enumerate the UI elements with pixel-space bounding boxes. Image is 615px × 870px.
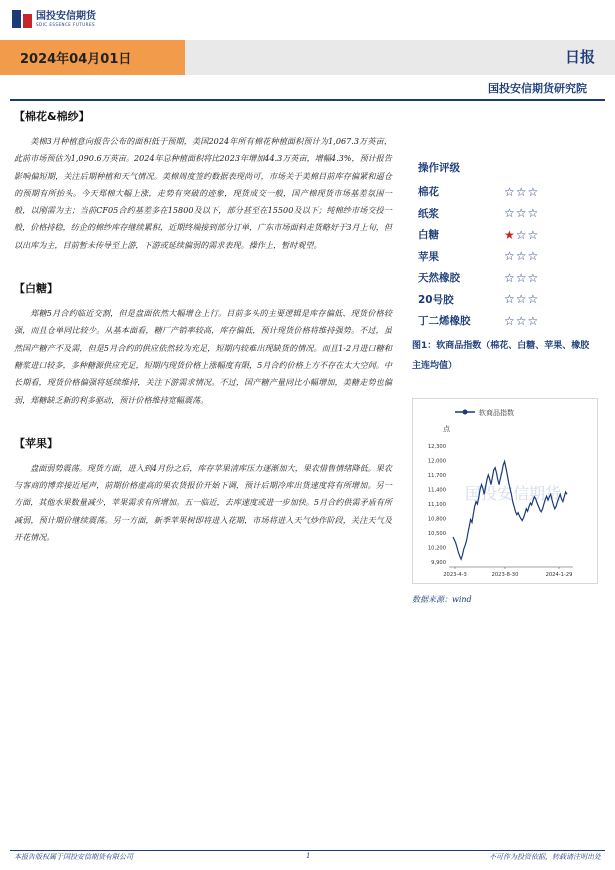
star-icon: ☆ [504, 292, 516, 307]
star-icon: ☆ [527, 227, 540, 242]
star-icon: ☆ [515, 292, 528, 307]
star-icon: ☆ [504, 206, 516, 221]
rating-stars-icon [504, 271, 539, 285]
rating-stars-icon [504, 314, 539, 328]
institute-name: 国投安信期货研究院 [488, 82, 587, 95]
x-tick-label: 2023-4-3 [443, 572, 467, 578]
star-icon: ☆ [515, 249, 528, 264]
section-title: 【棉花&棉纱】 [14, 110, 90, 123]
rating-stars-icon [504, 185, 539, 199]
star-icon: ★ [504, 227, 516, 242]
commentary-column [14, 108, 392, 566]
soft-commodity-chart [412, 398, 598, 584]
rating-row [418, 181, 598, 203]
section-title: 【苹果】 [14, 436, 58, 450]
rating-row [418, 203, 598, 225]
logo-subtitle: SDIC ESSENCE FUTURES [36, 22, 96, 27]
rating-row [418, 289, 598, 311]
y-tick-label: 10,500 [427, 531, 446, 538]
section-body: 美棉3月种植意向报告公布的面积低于预期，美国2024年所有棉花种植面积预计为1,067.3万英亩，此前市场预估为1,090.6万英亩。2024年总种植面积将比2023年增加44.3万英亩，增幅4.3%，预计报告影响偏短期，关注后期种植和天气情况。美棉周度签约数据表现尚可，市场关于美棉目前库存偏紧和逼仓的预期有所抬头。今天郑棉大幅上涨，走势有突破的迹象，现货成交一般，国产棉现货市场基差氛围一般，以刚需为主；当前CF05合约基差多在15800及以下，部分甚至在15500及以下；纯棉纱市场交投一般，价格持稳，纺企的棉纱库存继续累积，近期终端接到部分订单，广东市场面料走货略好于3月上旬，但以出库为主，目前暂未传导至上游，下游或延续偏弱的需求表现。操作上，暂时观望。 [14, 136, 392, 250]
rating-title: 操作评级 [418, 162, 460, 174]
star-icon: ☆ [527, 249, 540, 264]
star-icon: ☆ [504, 313, 516, 328]
rating-row [418, 310, 598, 332]
rating-name: 天然橡胶 [418, 272, 460, 285]
star-icon: ☆ [515, 184, 528, 199]
rating-list [418, 181, 598, 332]
y-tick-label: 12,300 [427, 443, 446, 450]
logo-name: 国投安信期货 [36, 11, 96, 22]
x-tick-label: 2023-8-30 [491, 572, 519, 578]
header-band [0, 40, 615, 75]
rating-panel [418, 160, 598, 332]
y-tick-label: 10,200 [427, 545, 446, 552]
footer-disclaimer: 不可作为投资依据，转载请注明出处 [489, 853, 601, 861]
section-body: 郑糖5月合约临近交割，但是盘面依然大幅增仓上行。目前多头的主要逻辑是库存偏低、现货价格较强，而且仓单同比较少。从基本面看，糖厂产销率较高，库存偏低，预计现货价格将维持强势。不过，虽然国产糖产不及需，但是5月合约的供应依然较为充足，短期内较难出现缺货的情况。而且1-2月进口糖和糖浆进口较多，多种糖源供应充足，短期内现货价格上涨幅度有限，5月合约价格上方不存在太大空间。中长期看，现货价格偏强将延续维持，关注下游需求情况。不过，国产糖产量同比小幅增加，美糖走势也偏弱，郑糖缺乏新的利多驱动，预计价格维持宽幅震荡。 [14, 308, 392, 405]
star-icon: ☆ [527, 313, 540, 328]
star-icon: ☆ [515, 270, 528, 285]
star-icon: ☆ [504, 270, 516, 285]
figure-title: 图1：软商品指数（棉花、白糖、苹果、橡胶主连均值） [412, 341, 590, 371]
header-divider [10, 99, 605, 101]
section-cotton [14, 108, 392, 254]
y-tick-label: 11,400 [427, 487, 446, 494]
rating-name: 白糖 [418, 229, 439, 242]
footer-page-number: 1 [306, 852, 311, 860]
x-tick-label: 2024-1-29 [545, 572, 573, 578]
watermark-text: 国投安信期货 [464, 484, 562, 503]
report-type: 日报 [564, 48, 595, 66]
rating-row [418, 267, 598, 289]
rating-row [418, 246, 598, 268]
rating-stars-icon [504, 206, 539, 220]
star-icon: ☆ [527, 184, 540, 199]
rating-name: 丁二烯橡胶 [418, 315, 471, 328]
section-sugar [14, 280, 392, 409]
rating-row [418, 224, 598, 246]
company-logo [12, 10, 96, 28]
star-icon: ☆ [527, 206, 540, 221]
y-tick-label: 12,000 [427, 458, 446, 465]
star-icon: ☆ [504, 184, 516, 199]
y-tick-label: 11,100 [427, 502, 446, 508]
star-icon: ☆ [515, 206, 528, 221]
figure-source: 数据来源：wind [412, 595, 472, 604]
star-icon: ☆ [515, 227, 528, 242]
rating-name: 棉花 [418, 186, 439, 199]
star-icon: ☆ [527, 292, 540, 307]
rating-name: 20号胶 [418, 293, 454, 306]
y-tick-label: 10,800 [427, 516, 446, 523]
y-tick-label: 9,900 [431, 560, 446, 567]
rating-name: 纸浆 [418, 207, 439, 220]
footer-divider [10, 850, 605, 851]
footer-copyright: 本报告版权属于国投安信期货有限公司 [14, 853, 133, 861]
star-icon: ☆ [515, 313, 528, 328]
chart-svg [413, 399, 597, 583]
star-icon: ☆ [504, 249, 516, 264]
header-date-block [0, 40, 185, 75]
rating-name: 苹果 [418, 250, 439, 263]
y-axis-label: 点 [443, 425, 450, 433]
legend-label: 软商品指数 [479, 409, 514, 417]
rating-stars-icon [504, 249, 539, 263]
section-apple [14, 435, 392, 546]
rating-stars-icon [504, 292, 539, 306]
y-tick-label: 11,700 [427, 472, 446, 479]
legend-marker-icon [463, 410, 468, 415]
section-body: 盘面弱势震荡。现货方面，进入到4月份之后，库存苹果清库压力逐渐加大，果农惜售情绪降低。果农与客商的博弈接近尾声，前期价格虚高的果农货报价开始下调，预计后期冷库出货速度将有所增加。另一方面，其他水果数量减少，苹果需求有所增加。五一临近，去库速度或进一步加快。5月合约供需矛盾有所减弱，预计期价继续震荡。另一方面，新季苹果树即将进入花期，市场将进入天气炒作阶段，关注天气及开花情况。 [14, 462, 392, 543]
star-icon: ☆ [527, 270, 540, 285]
logo-mark-icon [12, 10, 32, 28]
header-type-block [185, 40, 615, 75]
rating-stars-icon [504, 228, 539, 242]
section-title: 【白糖】 [14, 282, 58, 296]
report-date: 2024年04月01日 [20, 52, 132, 67]
series-line-soft-commodity-index [453, 461, 567, 559]
